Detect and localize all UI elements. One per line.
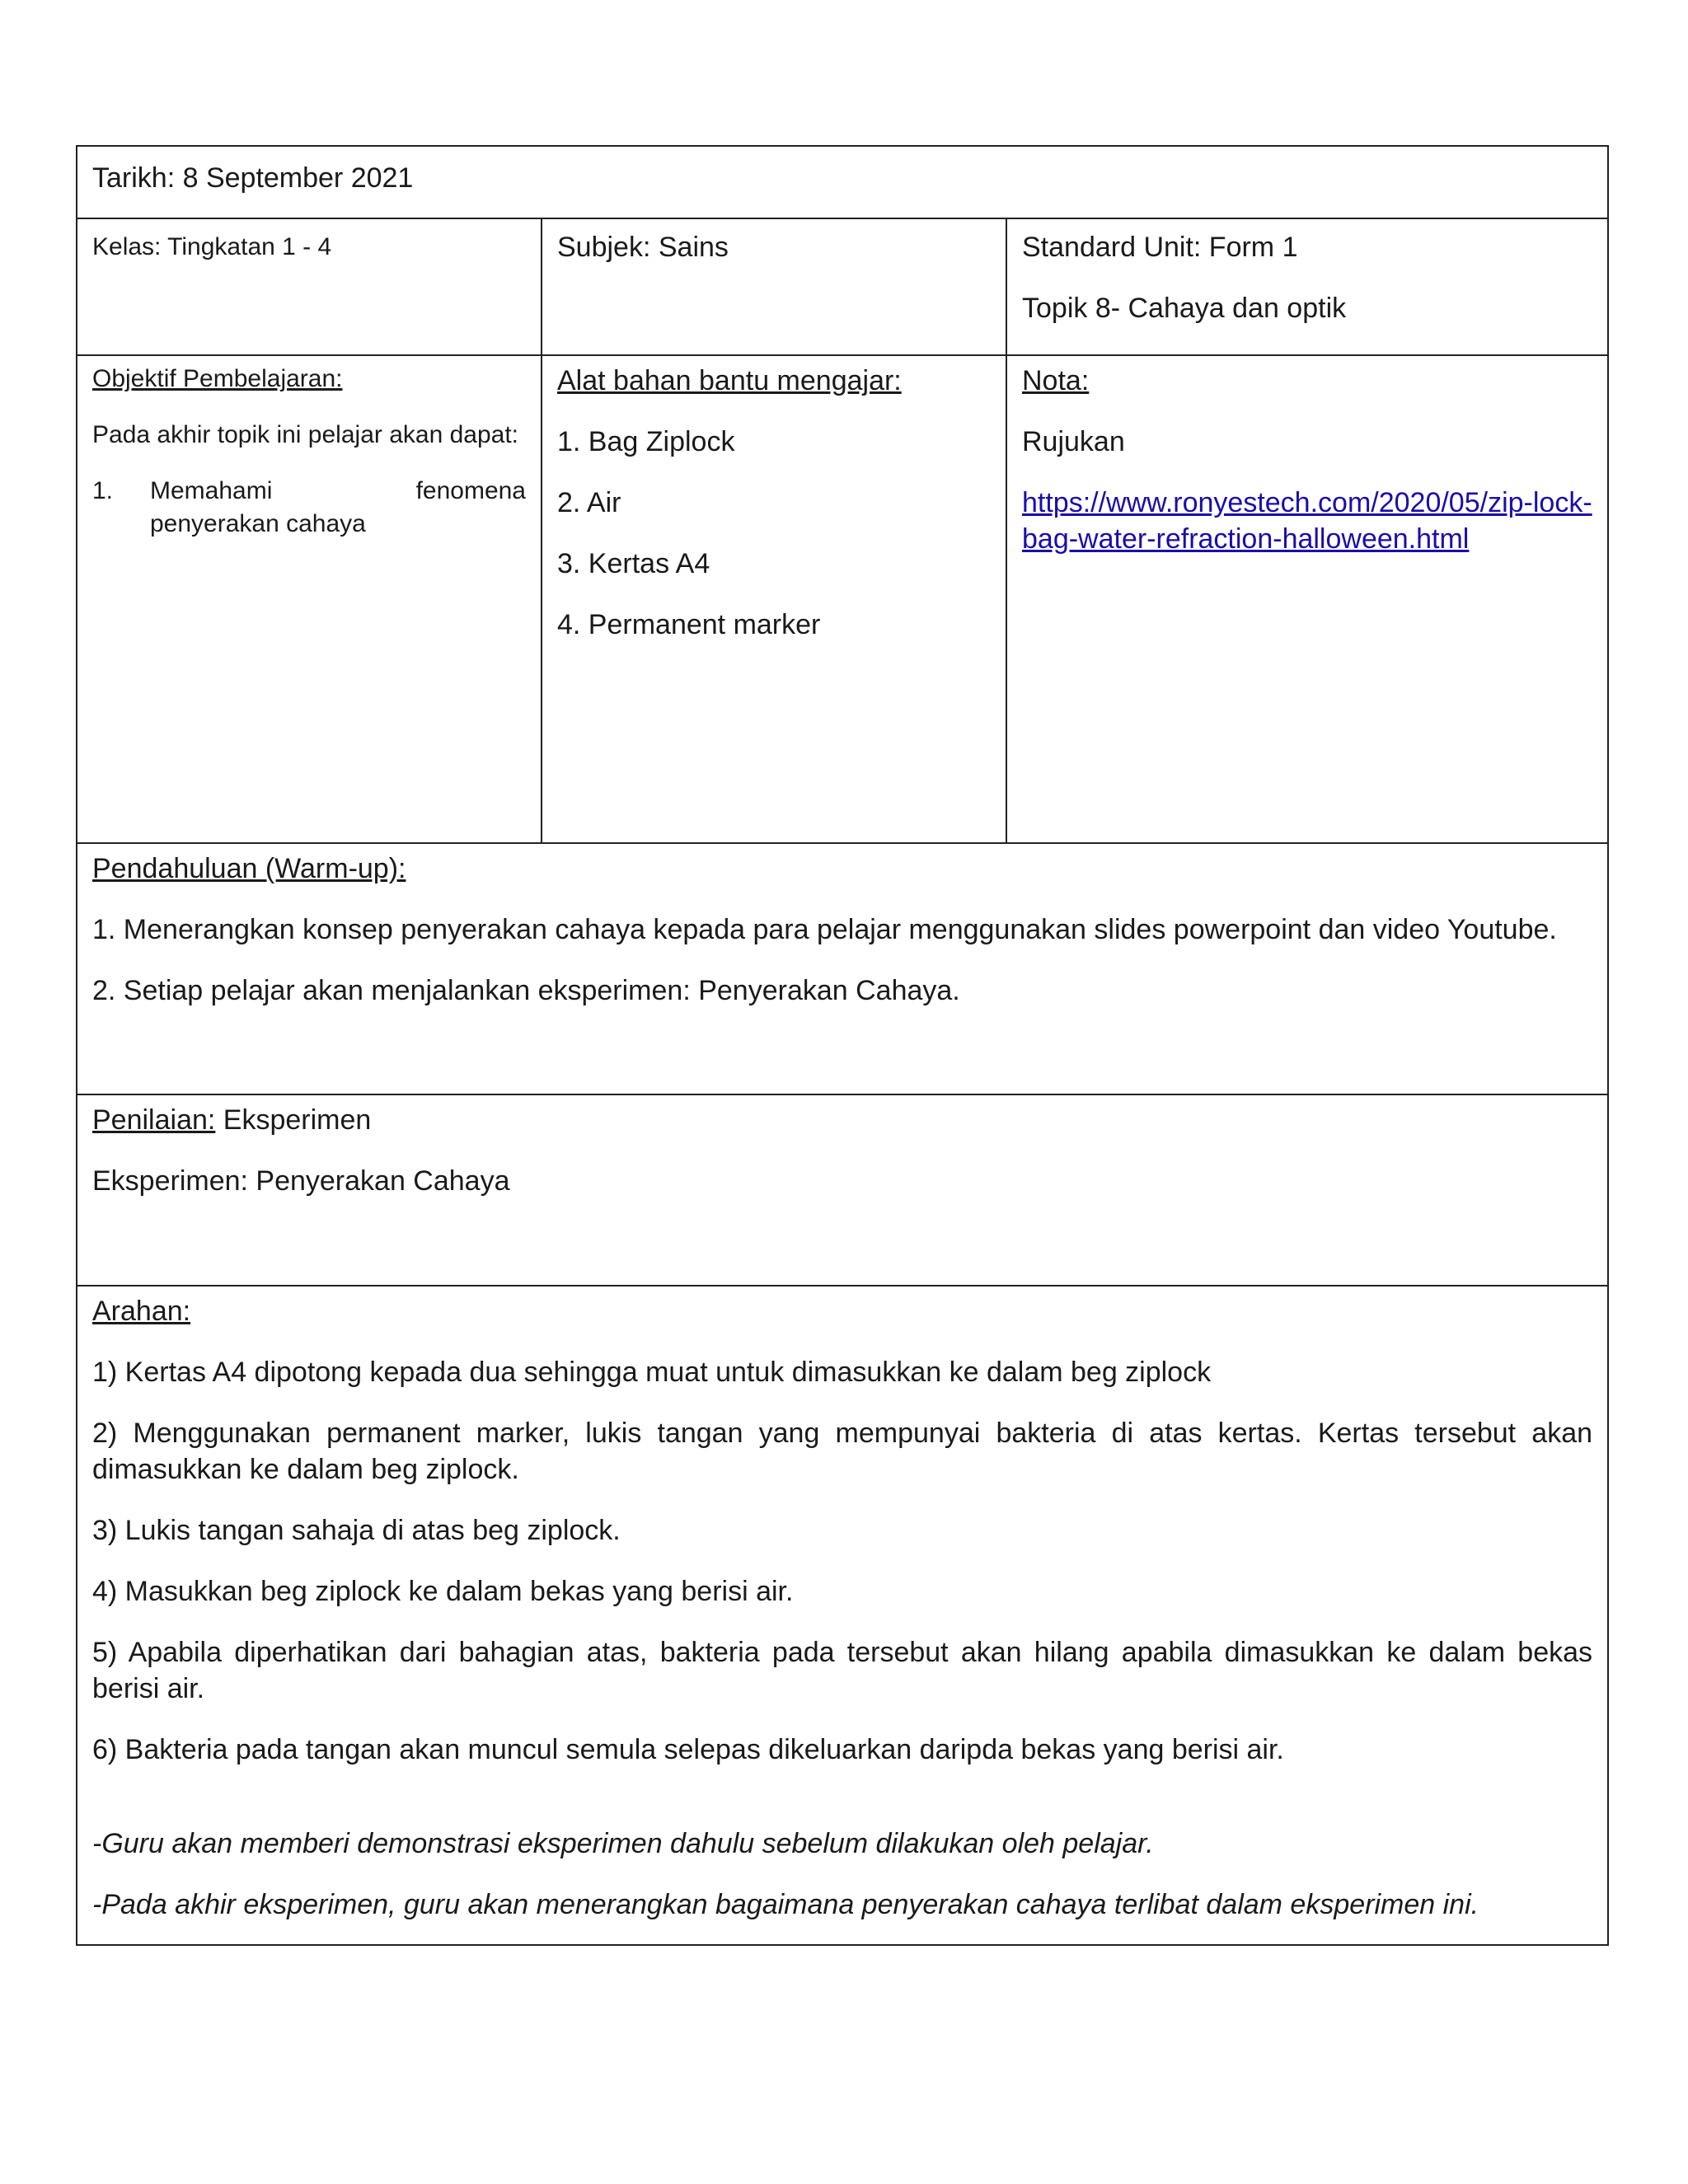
date-cell <box>77 146 1608 218</box>
instruction-step: 2) Menggunakan permanent marker, lukis tangan yang mempunyai bakteria di atas kertas. Kertas tersebut akan dimasukkan ke dalam beg ziplock. <box>92 1418 1593 1485</box>
class-text: Kelas: Tingkatan 1 - 4 <box>92 233 332 260</box>
warmup-row <box>77 843 1608 1094</box>
notes-heading: Nota: <box>1022 365 1090 396</box>
instruction-step: 4) Masukkan beg ziplock ke dalam bekas yang berisi air. <box>92 1576 794 1607</box>
assessment-line: Eksperimen: Penyerakan Cahaya <box>92 1165 510 1197</box>
subject-cell <box>542 218 1006 355</box>
instruction-step: 5) Apabila diperhatikan dari bahagian atas, bakteria pada tersebut akan hilang apabila dimasukkan ke dalam bekas berisi air. <box>92 1637 1593 1704</box>
objectives-cell <box>77 355 542 843</box>
warmup-cell <box>77 843 1608 1094</box>
instruction-step: 3) Lukis tangan sahaja di atas beg ziplock. <box>92 1515 621 1546</box>
info-row <box>77 218 1608 355</box>
warmup-item: 1. Menerangkan konsep penyerakan cahaya kepada para pelajar menggunakan slides powerpoint dan video Youtube. <box>92 914 1557 945</box>
materials-heading: Alat bahan bantu mengajar: <box>557 365 902 396</box>
material-item: 3. Kertas A4 <box>557 548 710 579</box>
details-row <box>77 355 1608 843</box>
instructions-cell <box>77 1286 1608 1945</box>
class-cell <box>77 218 542 355</box>
date-row <box>77 146 1608 218</box>
assessment-type: Eksperimen <box>215 1104 372 1136</box>
assessment-heading-line <box>92 1102 1592 1138</box>
instruction-step: 6) Bakteria pada tangan akan muncul semula selepas dikeluarkan daripda bekas yang berisi air. <box>92 1734 1284 1765</box>
assessment-cell <box>77 1094 1608 1286</box>
assessment-row <box>77 1094 1608 1286</box>
objectives-heading: Objektif Pembelajaran: <box>92 365 343 392</box>
assessment-heading: Penilaian: <box>92 1104 216 1136</box>
materials-cell <box>542 355 1006 843</box>
objective-item <box>92 475 526 541</box>
objective-word-1: Memahami <box>150 477 273 504</box>
lesson-plan-table <box>76 145 1609 1946</box>
reference-link[interactable]: https://www.ronyestech.com/2020/05/zip-lock-bag-water-refraction-halloween.html <box>1022 487 1592 555</box>
instructions-row <box>77 1286 1608 1945</box>
objective-number: 1. <box>92 477 114 504</box>
instruction-step: 1) Kertas A4 dipotong kepada dua sehingga muat untuk dimasukkan ke dalam beg ziplock <box>92 1357 1212 1388</box>
materials-list <box>557 424 991 643</box>
objectives-intro: Pada akhir topik ini pelajar akan dapat: <box>92 421 519 448</box>
instruction-note: -Pada akhir eksperimen, guru akan menerangkan bagaimana penyerakan cahaya terlibat dalam eksperimen ini. <box>92 1889 1479 1920</box>
objective-line-2: penyerakan cahaya <box>150 510 366 537</box>
material-item: 1. Bag Ziplock <box>557 426 735 457</box>
warmup-item: 2. Setiap pelajar akan menjalankan eksperimen: Penyerakan Cahaya. <box>92 975 960 1006</box>
standard-unit-text: Standard Unit: Form 1 <box>1022 232 1298 263</box>
reference-label: Rujukan <box>1022 426 1125 457</box>
subject-text: Subjek: Sains <box>557 232 729 263</box>
material-item: 2. Air <box>557 487 621 518</box>
instructions-heading: Arahan: <box>92 1296 191 1327</box>
objective-word-2: fenomena <box>415 477 526 504</box>
notes-cell <box>1006 355 1608 843</box>
instruction-note: -Guru akan memberi demonstrasi eksperimen dahulu sebelum dilakukan oleh pelajar. <box>92 1828 1154 1859</box>
standard-cell <box>1006 218 1608 355</box>
material-item: 4. Permanent marker <box>557 609 821 640</box>
topic-text: Topik 8- Cahaya dan optik <box>1022 293 1347 324</box>
date-text: Tarikh: 8 September 2021 <box>92 162 414 194</box>
warmup-heading: Pendahuluan (Warm-up): <box>92 853 406 884</box>
